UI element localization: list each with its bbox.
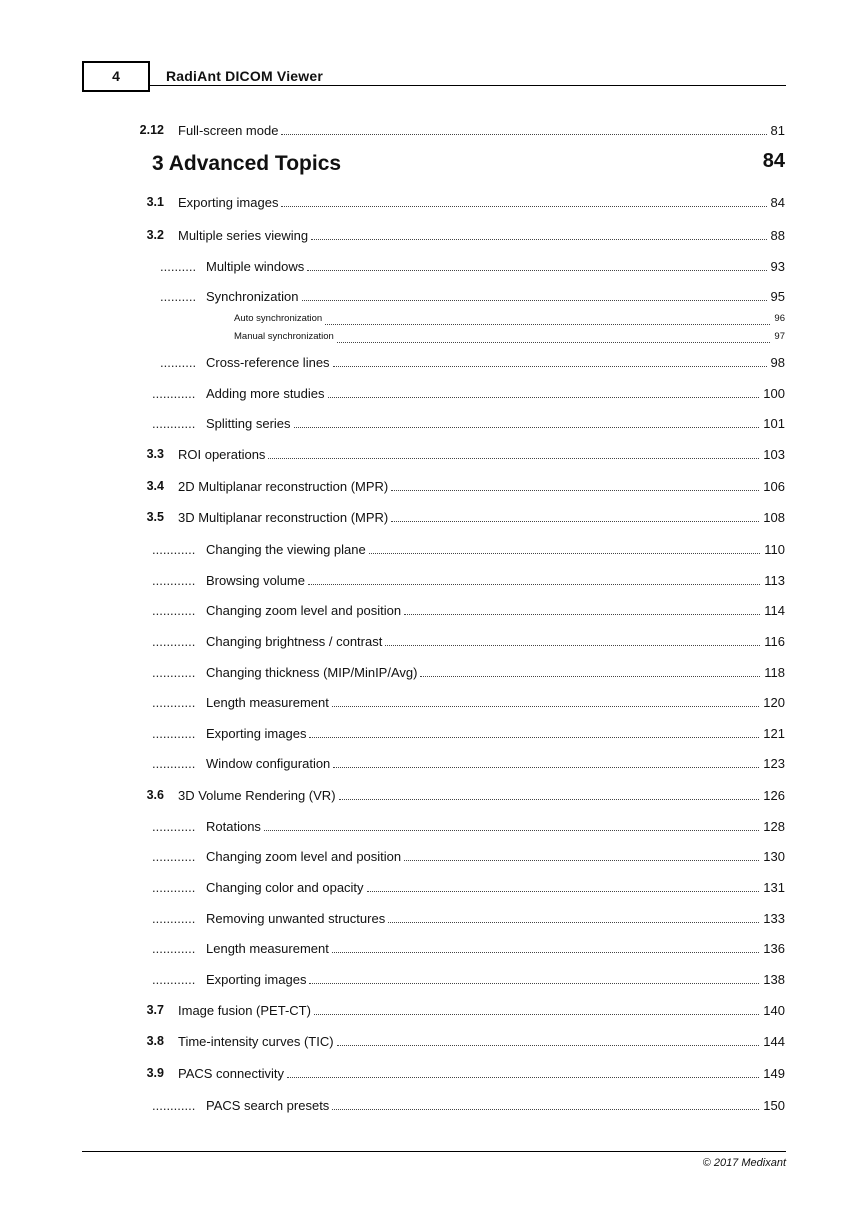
toc-entry-page: 114 (764, 603, 785, 618)
toc-entry[interactable] (136, 123, 785, 139)
toc-entry-label: Image fusion (PET-CT) (178, 1003, 311, 1018)
toc-entry-page: 93 (770, 259, 785, 274)
toc-entry[interactable] (136, 195, 785, 211)
toc-entry-label: Time-intensity curves (TIC) (178, 1034, 334, 1049)
toc-entry-page: 101 (763, 416, 785, 431)
toc-entry[interactable] (136, 479, 785, 495)
dot-leader (388, 911, 759, 923)
header-divider (150, 85, 786, 86)
toc-entry-label: Splitting series (206, 416, 291, 431)
toc-entry-label: 3D Volume Rendering (VR) (178, 788, 336, 803)
leader-dots: ............ (152, 665, 196, 680)
toc-entry[interactable] (136, 1034, 785, 1050)
toc-entry[interactable] (152, 695, 785, 711)
toc-entry-label: Length measurement (206, 941, 329, 956)
toc-entry-label: Multiple series viewing (178, 228, 309, 243)
toc-entry-page: 126 (763, 788, 785, 803)
chapter-page: 84 (762, 150, 785, 172)
toc-entry-page: 113 (764, 573, 785, 588)
chapter-heading[interactable] (152, 152, 785, 182)
toc-entry-page: 130 (763, 849, 785, 864)
toc-entry-page: 97 (774, 331, 785, 342)
toc-entry-page: 140 (763, 1003, 785, 1018)
toc-entry[interactable] (160, 259, 785, 275)
toc-entry-page: 144 (763, 1034, 785, 1049)
dot-leader (339, 788, 760, 800)
leader-dots: ............ (152, 880, 196, 895)
toc-entry-label: Exporting images (206, 726, 307, 741)
toc-entry-label: Adding more studies (206, 386, 325, 401)
leader-dots: ............ (152, 819, 196, 834)
dot-leader (287, 1066, 759, 1078)
toc-entry-page: 123 (763, 756, 785, 771)
toc-entry[interactable] (152, 756, 785, 772)
toc-entry-page: 128 (763, 819, 785, 834)
toc-entry-label: Browsing volume (206, 573, 305, 588)
toc-entry-page: 149 (763, 1066, 785, 1081)
toc-entry-page: 81 (770, 123, 785, 138)
toc-entry-page: 150 (763, 1098, 785, 1113)
leader-dots: ............ (152, 542, 196, 557)
dot-leader (337, 1034, 760, 1046)
toc-entry-page: 88 (770, 228, 785, 243)
toc-entry-label: Changing the viewing plane (206, 542, 366, 557)
toc-entry-label: Changing zoom level and position (206, 849, 402, 864)
toc-entry-label: Length measurement (206, 695, 329, 710)
dot-leader (420, 665, 760, 677)
toc-entry[interactable] (152, 542, 785, 558)
dot-leader (302, 289, 767, 301)
dot-leader (307, 259, 766, 271)
toc-entry-label: Auto synchronization (234, 313, 323, 324)
toc-entry-label: Manual synchronization (234, 331, 334, 342)
toc-entry[interactable] (160, 355, 785, 371)
dot-leader (309, 726, 759, 738)
toc-entry-label: Rotations (206, 819, 261, 834)
section-number: 3.9 (146, 1066, 164, 1080)
toc-entry[interactable] (152, 1098, 785, 1114)
toc-entry-page: 131 (763, 880, 785, 895)
leader-dots: .......... (160, 355, 197, 370)
toc-entry-page: 136 (763, 941, 785, 956)
toc-entry-page: 120 (763, 695, 785, 710)
toc-entry-page: 121 (763, 726, 785, 741)
toc-entry[interactable] (136, 313, 785, 329)
toc-entry[interactable] (152, 819, 785, 835)
leader-dots: ............ (152, 972, 196, 987)
dot-leader (385, 634, 760, 646)
toc-entry-label: PACS search presets (206, 1098, 330, 1113)
toc-entry-page: 118 (764, 665, 785, 680)
dot-leader (333, 355, 767, 367)
toc-entry-label: ROI operations (178, 447, 266, 462)
toc-entry[interactable] (152, 634, 785, 650)
toc-entry-label: Changing color and opacity (206, 880, 364, 895)
footer-divider (82, 1151, 786, 1152)
dot-leader (325, 313, 770, 325)
leader-dots: ............ (152, 416, 196, 431)
chapter-title: 3 Advanced Topics (152, 152, 342, 175)
dot-leader (311, 228, 766, 240)
leader-dots: ............ (152, 1098, 196, 1113)
leader-dots: ............ (152, 634, 196, 649)
toc-entry-page: 84 (770, 195, 785, 210)
toc-entry[interactable] (152, 972, 785, 988)
toc-entry-label: Window configuration (206, 756, 331, 771)
leader-dots: ............ (152, 849, 196, 864)
section-number: 3.6 (146, 788, 164, 802)
toc-entry-page: 138 (763, 972, 785, 987)
toc-entry[interactable] (152, 911, 785, 927)
toc-entry[interactable] (152, 849, 785, 865)
dot-leader (268, 447, 759, 459)
document-title: RadiAnt DICOM Viewer (166, 68, 323, 84)
dot-leader (309, 972, 759, 984)
toc-entry[interactable] (136, 447, 785, 463)
leader-dots: ............ (152, 756, 196, 771)
section-number: 3.3 (146, 447, 164, 461)
toc-entry-label: Removing unwanted structures (206, 911, 386, 926)
leader-dots: ............ (152, 911, 196, 926)
toc-entry[interactable] (152, 573, 785, 589)
toc-entry[interactable] (152, 941, 785, 957)
dot-leader (314, 1003, 759, 1015)
leader-dots: ............ (152, 603, 196, 618)
toc-entry[interactable] (136, 1003, 785, 1019)
toc-entry-label: Synchronization (206, 289, 299, 304)
toc-entry-label: Changing thickness (MIP/MinIP/Avg) (206, 665, 418, 680)
toc-entry-page: 108 (763, 510, 785, 525)
toc-entry-label: 3D Multiplanar reconstruction (MPR) (178, 510, 389, 525)
toc-entry-page: 106 (763, 479, 785, 494)
section-number: 3.1 (146, 195, 164, 209)
section-number: 3.7 (146, 1003, 164, 1017)
toc-entry-label: Full-screen mode (178, 123, 279, 138)
leader-dots: ............ (152, 726, 196, 741)
toc-entry-label: Exporting images (178, 195, 279, 210)
toc-entry-page: 110 (764, 542, 785, 557)
dot-leader (264, 819, 759, 831)
toc-entry-label: Cross-reference lines (206, 355, 330, 370)
dot-leader (332, 695, 759, 707)
toc-entry[interactable] (152, 603, 785, 619)
page-number: 4 (112, 68, 120, 84)
toc-entry[interactable] (160, 289, 785, 305)
page-number-box (82, 61, 150, 92)
leader-dots: ............ (152, 386, 196, 401)
toc-entry-label: Changing zoom level and position (206, 603, 402, 618)
toc-entry[interactable] (136, 331, 785, 347)
dot-leader (391, 479, 759, 491)
dot-leader (308, 573, 760, 585)
toc-entry-page: 116 (764, 634, 785, 649)
dot-leader (391, 510, 759, 522)
leader-dots: ............ (152, 941, 196, 956)
dot-leader (404, 849, 759, 861)
leader-dots: .......... (160, 289, 197, 304)
toc-entry[interactable] (152, 416, 785, 432)
leader-dots: .......... (160, 259, 197, 274)
toc-entry[interactable] (152, 665, 785, 681)
toc-entry[interactable] (136, 510, 785, 526)
toc-entry-label: PACS connectivity (178, 1066, 284, 1081)
section-number: 3.8 (146, 1034, 164, 1048)
dot-leader (281, 195, 766, 207)
section-number: 3.2 (146, 228, 164, 242)
leader-dots: ............ (152, 695, 196, 710)
toc-entry-label: Multiple windows (206, 259, 305, 274)
dot-leader (332, 941, 759, 953)
toc-entry-page: 100 (763, 386, 785, 401)
toc-entry[interactable] (136, 788, 785, 804)
toc-entry-page: 133 (763, 911, 785, 926)
toc-entry[interactable] (152, 726, 785, 742)
dot-leader (328, 386, 760, 398)
dot-leader (369, 542, 761, 554)
toc-entry-label: Changing brightness / contrast (206, 634, 383, 649)
toc-entry-page: 103 (763, 447, 785, 462)
toc-entry[interactable] (152, 386, 785, 402)
dot-leader (281, 123, 766, 135)
leader-dots: ............ (152, 573, 196, 588)
dot-leader (404, 603, 760, 615)
toc-entry[interactable] (136, 1066, 785, 1082)
toc-entry[interactable] (152, 880, 785, 896)
toc-entry-label: 2D Multiplanar reconstruction (MPR) (178, 479, 389, 494)
dot-leader (294, 416, 760, 428)
dot-leader (367, 880, 760, 892)
footer-copyright: © 2017 Medixant (702, 1157, 786, 1169)
dot-leader (332, 1098, 759, 1110)
section-number: 3.4 (146, 479, 164, 493)
toc-entry-page: 96 (774, 313, 785, 324)
toc-entry[interactable] (136, 228, 785, 244)
toc-entry-label: Exporting images (206, 972, 307, 987)
toc-entry-page: 98 (770, 355, 785, 370)
dot-leader (333, 756, 759, 768)
dot-leader (337, 331, 771, 343)
section-number: 2.12 (139, 123, 164, 137)
section-number: 3.5 (146, 510, 164, 524)
toc-entry-page: 95 (770, 289, 785, 304)
